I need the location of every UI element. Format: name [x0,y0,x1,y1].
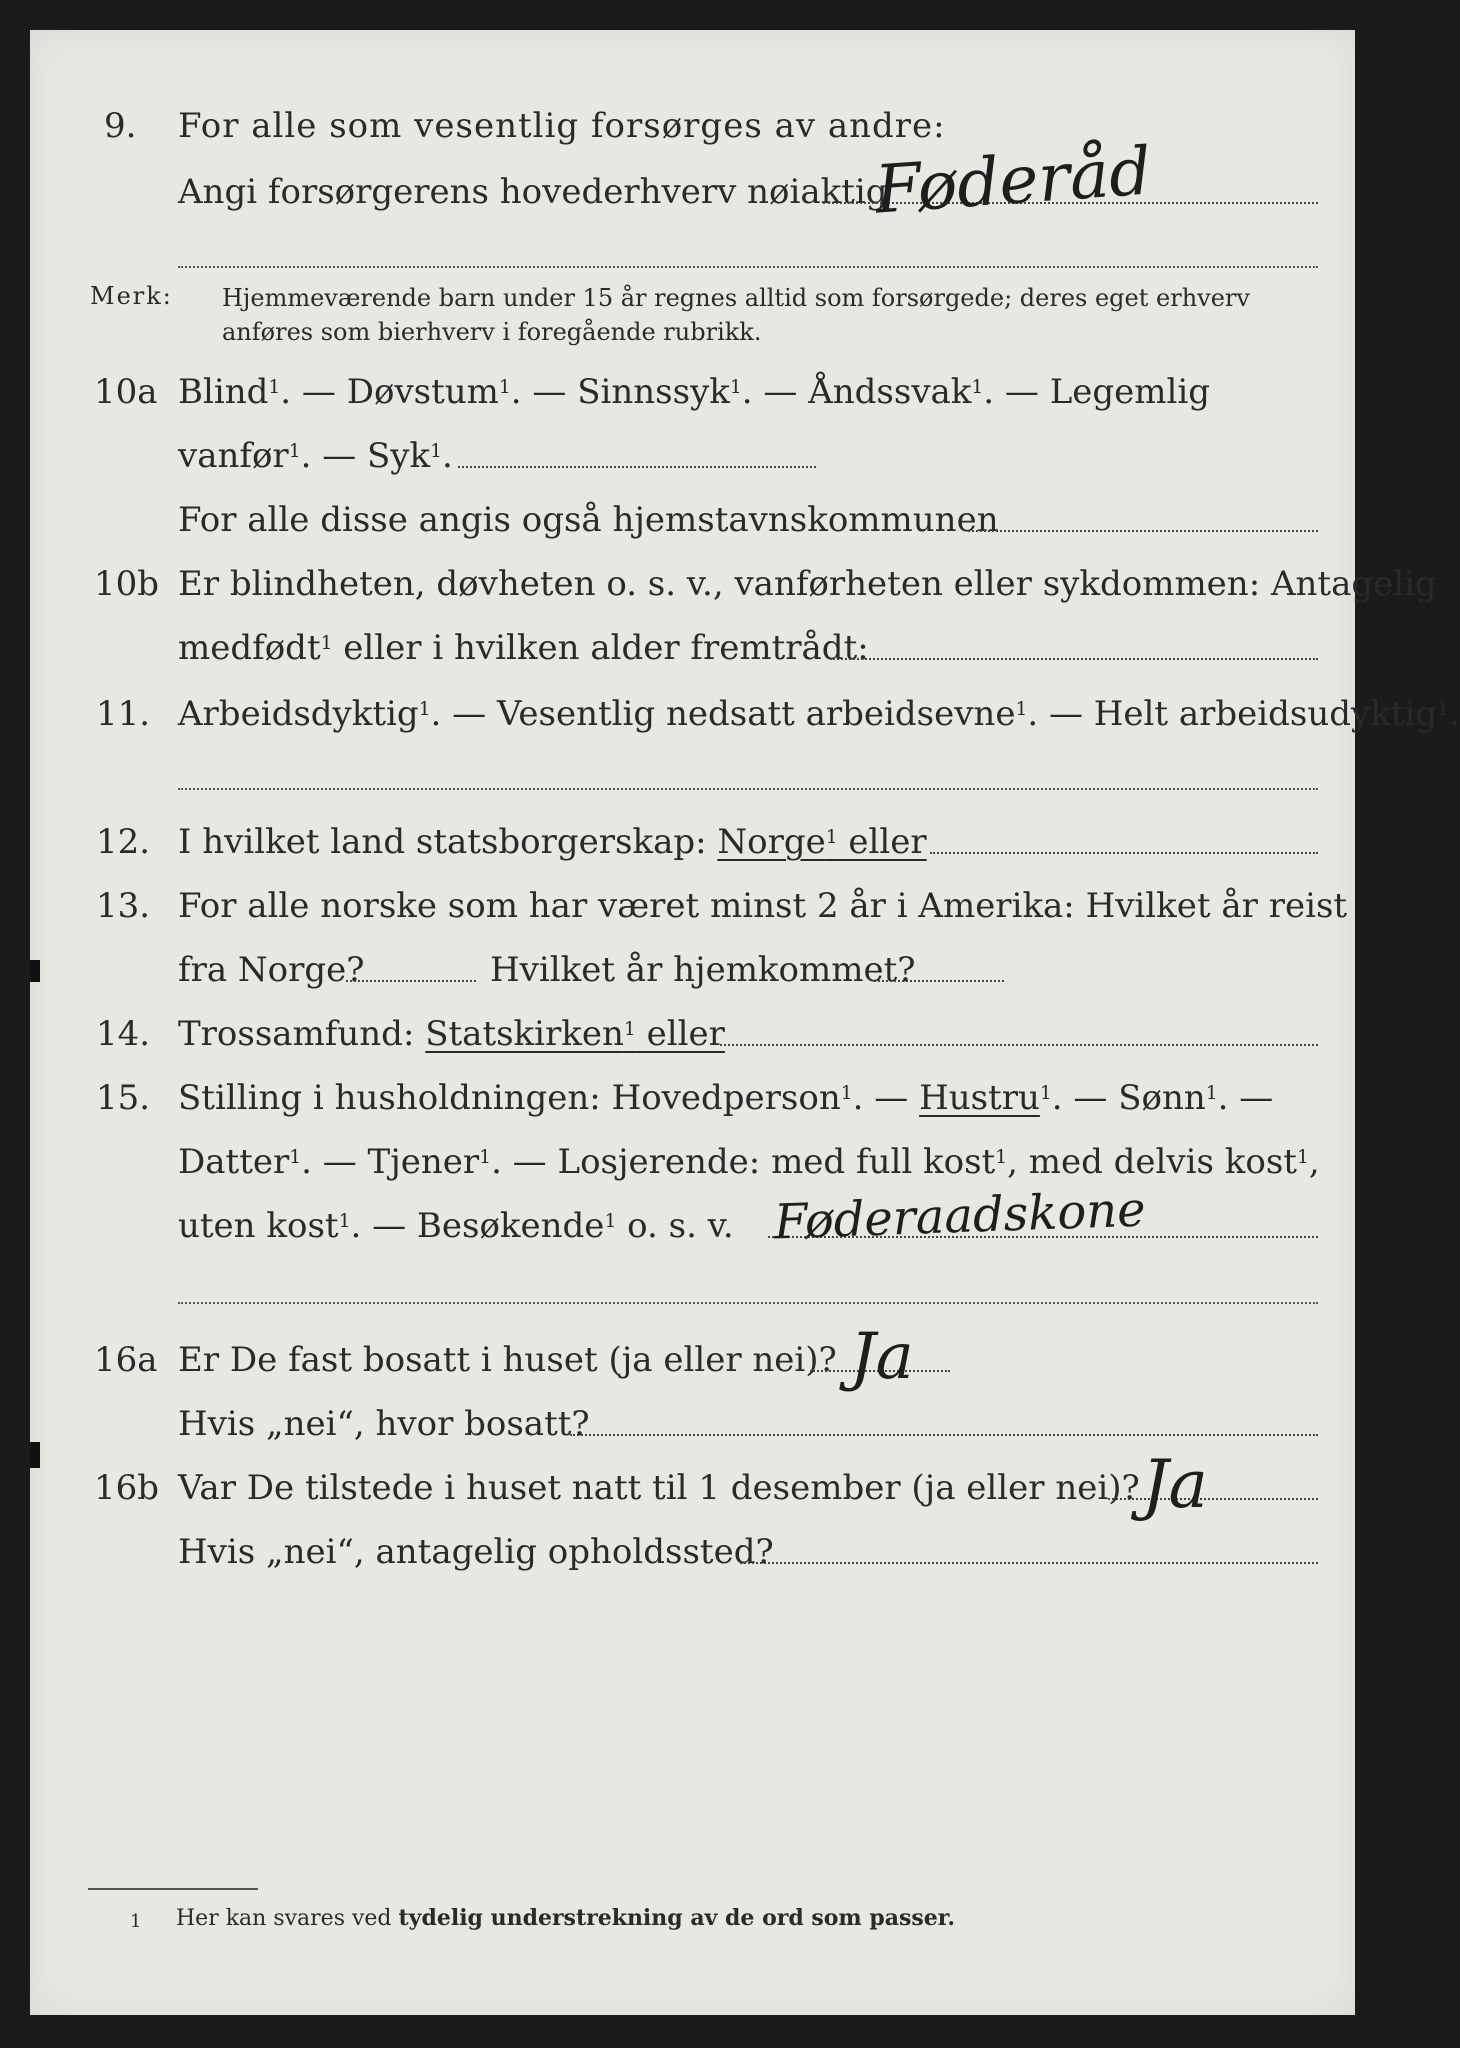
q15-line3: uten kost$^1$. — Besøkende$^1$ o. s. v. [178,1206,734,1246]
option-tjener[interactable]: . — Tjener [301,1142,480,1182]
q15-line2: Datter$^1$. — Tjener$^1$. — Losjerende: med full kost$^1$, med delvis kost$^1$, [178,1142,1320,1182]
q13-line2-a: fra Norge? [178,950,365,990]
q12-line: I hvilket land statsborgerskap: Norge$^1$ eller [178,822,927,862]
q16b-number: 16b [94,1468,160,1508]
footnote-text: Her kan svares ved tydelig understrekning av de ord som passer. [176,1905,956,1931]
q13-number: 13. [96,886,151,926]
scan-edge-mark [30,1442,40,1468]
option-besokende[interactable]: . — Besøkende [350,1206,605,1246]
q16a-line2: Hvis „nei“, hvor bosatt? [178,1404,590,1444]
option-medfodt[interactable]: medfødt [178,628,321,668]
q16b-answer-line [1108,1498,1318,1500]
q14-number: 14. [96,1014,151,1054]
q10b-answer-line [830,658,1318,660]
option-arbeidsudyktig[interactable]: . — Helt arbeidsudyktig [1027,694,1438,734]
q11-number: 11. [96,694,151,734]
q13-hjemkommet-line [874,980,1004,982]
option-delvis-kost[interactable]: , med delvis kost [1007,1142,1297,1182]
q14-line: Trossamfund: Statskirken$^1$ eller [178,1014,725,1054]
q16b-opholdssted-line [740,1562,1318,1564]
option-nedsatt-arbeidsevne[interactable]: . — Vesentlig nedsatt arbeidsevne [430,694,1016,734]
q10a-line2: vanfør$^1$. — Syk$^1$. [178,436,453,476]
q16a-handwritten-answer[interactable]: Ja [850,1320,914,1394]
option-sinnssyk[interactable]: . — Sinnssyk [510,372,730,412]
q11-extra-line [178,788,1318,790]
option-andssvak[interactable]: . — Åndssvak [741,372,972,412]
q16b-line2: Hvis „nei“, antagelig opholdssted? [178,1532,774,1572]
q13-line1: For alle norske som har været minst 2 år i Amerika: Hvilket år reist [178,886,1348,926]
scan-edge-mark [30,960,40,982]
q14-answer-line [720,1044,1318,1046]
option-legemlig[interactable]: . — Legemlig [983,372,1211,412]
q10b-line2: medfødt$^1$ eller i hvilken alder fremtrådt: [178,628,869,668]
option-sonn[interactable]: . — Sønn [1051,1078,1206,1118]
q9-number: 9. [104,106,137,146]
q13-reist-line [346,980,476,982]
q16a-bosatt-line [570,1434,1318,1436]
option-statskirken[interactable]: Statskirken$^1$ eller [425,1014,725,1054]
q16a-number: 16a [94,1340,158,1380]
q15-extra-line [178,1302,1318,1304]
q16b-handwritten-answer[interactable]: Ja [1142,1446,1208,1523]
merk-line1: Hjemmeværende barn under 15 år regnes alltid som forsørgede; deres eget erhverv [222,284,1250,312]
q13-line2-b: Hvilket år hjemkommet? [490,950,916,990]
merk-label: Merk: [90,282,173,310]
q16a-line1: Er De fast bosatt i huset (ja eller nei)? [178,1340,837,1380]
q12-number: 12. [96,822,151,862]
q10b-number: 10b [94,564,160,604]
option-datter[interactable]: Datter [178,1142,290,1182]
option-syk[interactable]: . — Syk [300,436,431,476]
option-uten-kost[interactable]: uten kost [178,1206,339,1246]
q15-handwritten-answer[interactable]: Føderaadskone [773,1181,1147,1251]
q9-line1: For alle som vesentlig forsørges av andre: [178,106,946,146]
option-dovstum[interactable]: . — Døvstum [280,372,499,412]
option-full-kost[interactable]: . — Losjerende: med full kost [491,1142,996,1182]
q12-answer-line [930,852,1318,854]
q15-line1: Stilling i husholdningen: Hovedperson$^1$. — Hustru$^1$. — Sønn$^1$. — [178,1078,1274,1118]
q10a-line1: Blind$^1$. — Døvstum$^1$. — Sinnssyk$^1$. — Åndssvak$^1$. — Legemlig [178,372,1211,412]
q10a-answer-line [458,466,816,468]
merk-line2: anføres som bierhverv i foregående rubrikk. [222,318,762,346]
q10a-line3: For alle disse angis også hjemstavnskommunen [178,500,999,540]
census-form-page [30,30,1460,2015]
option-hustru[interactable]: Hustru [919,1078,1040,1118]
footnote-rule [88,1888,258,1890]
footnote-mark: 1 [130,1911,142,1932]
q10a-number: 10a [94,372,158,412]
option-arbeidsdyktig[interactable]: Arbeidsdyktig [178,694,419,734]
option-hovedperson[interactable]: Stilling i husholdningen: Hovedperson [178,1078,841,1118]
option-norge[interactable]: Norge$^1$ eller [717,822,927,862]
q16b-line1: Var De tilstede i huset natt til 1 desember (ja eller nei)? [178,1468,1140,1508]
q9-extra-line [178,266,1318,268]
q15-number: 15. [96,1078,151,1118]
q10a-hjemstavn-line [968,530,1318,532]
q9-handwritten-answer[interactable]: Føderåd [872,132,1154,229]
option-vanfor[interactable]: vanfør [178,436,289,476]
q9-line2: Angi forsørgerens hovederhverv nøiaktig [178,172,888,212]
q10b-line1: Er blindheten, døvheten o. s. v., vanførheten eller sykdommen: Antagelig [178,564,1437,604]
option-blind[interactable]: Blind [178,372,269,412]
q11-line: Arbeidsdyktig$^1$. — Vesentlig nedsatt arbeidsevne$^1$. — Helt arbeidsudyktig$^1$. [178,694,1460,734]
